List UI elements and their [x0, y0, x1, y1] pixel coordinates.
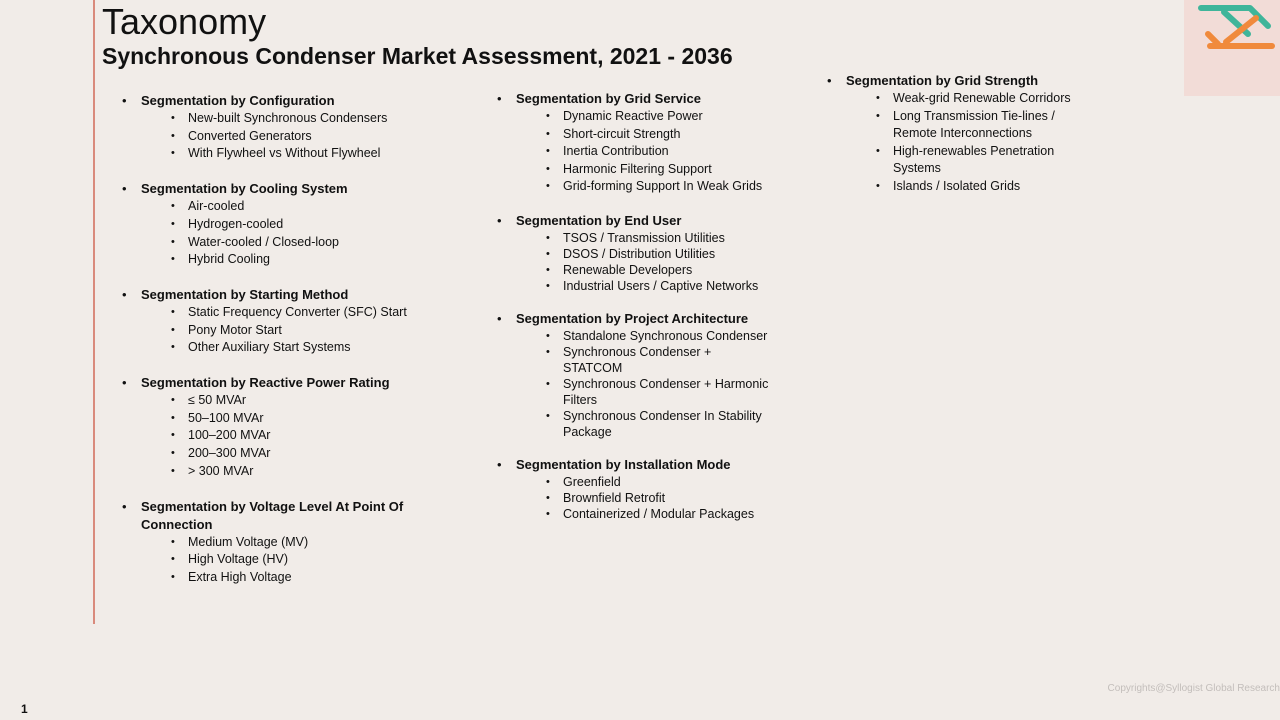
segment-item: • Static Frequency Converter (SFC) Start [188, 304, 462, 322]
segment-item: • Air-cooled [188, 198, 462, 216]
accent-divider-line [93, 0, 95, 624]
segment-title: • Segmentation by Configuration [122, 92, 462, 110]
segment-cooling-system [122, 180, 462, 269]
segment-item: • 200–300 MVAr [188, 445, 462, 463]
segment-item: • Synchronous Condenser In Stability Package [563, 408, 788, 440]
segment-installation-mode [497, 456, 797, 522]
segment-item: • Brownfield Retrofit [563, 490, 797, 506]
taxonomy-column-1 [122, 92, 462, 604]
segment-items [497, 474, 797, 522]
segment-item: • Converted Generators [188, 128, 462, 146]
segment-title: • Segmentation by End User [497, 212, 797, 230]
segment-reactive-power-rating [122, 374, 462, 481]
segment-item: • Industrial Users / Captive Networks [563, 278, 797, 294]
segment-item: • 50–100 MVAr [188, 410, 462, 428]
segment-item: • Harmonic Filtering Support [563, 161, 797, 179]
segment-title: • Segmentation by Grid Service [497, 90, 797, 108]
segment-item: • Long Transmission Tie-lines / Remote Interconnections [893, 108, 1078, 143]
syllogist-logo-icon [1198, 4, 1278, 52]
segment-end-user [497, 212, 797, 294]
segment-item: • Synchronous Condenser + STATCOM [563, 344, 733, 376]
segment-item: • TSOS / Transmission Utilities [563, 230, 797, 246]
segment-item: • DSOS / Distribution Utilities [563, 246, 797, 262]
segment-item: • Extra High Voltage [188, 569, 462, 587]
segment-item: • ≤ 50 MVAr [188, 392, 462, 410]
segment-grid-strength [827, 72, 1097, 196]
segment-items [497, 230, 797, 294]
taxonomy-column-2 [497, 90, 797, 538]
segment-grid-service [497, 90, 797, 196]
segment-item: • Containerized / Modular Packages [563, 506, 797, 522]
segment-title: • Segmentation by Installation Mode [497, 456, 797, 474]
page-number: 1 [21, 702, 28, 716]
segment-item: • Synchronous Condenser + Harmonic Filters [563, 376, 788, 408]
segment-item: • High Voltage (HV) [188, 551, 462, 569]
segment-item: • Short-circuit Strength [563, 126, 797, 144]
segment-item: • Greenfield [563, 474, 797, 490]
segment-items [122, 534, 462, 587]
logo [1184, 0, 1280, 96]
segment-items [122, 304, 462, 357]
segment-configuration [122, 92, 462, 163]
segment-items [497, 108, 797, 196]
segment-title: • Segmentation by Cooling System [122, 180, 462, 198]
segment-title: • Segmentation by Reactive Power Rating [122, 374, 462, 392]
segment-item: • New-built Synchronous Condensers [188, 110, 462, 128]
segment-item: • With Flywheel vs Without Flywheel [188, 145, 462, 163]
segment-item: • Standalone Synchronous Condenser [563, 328, 803, 344]
segment-item: • > 300 MVAr [188, 463, 462, 481]
copyright-notice: Copyrights@Syllogist Global Research [1107, 683, 1280, 694]
segment-item: • Inertia Contribution [563, 143, 797, 161]
segment-item: • 100–200 MVAr [188, 427, 462, 445]
segment-item: • Dynamic Reactive Power [563, 108, 797, 126]
segment-item: • Grid-forming Support In Weak Grids [563, 178, 797, 196]
segment-voltage-level [122, 498, 462, 587]
segment-item: • Pony Motor Start [188, 322, 462, 340]
segment-item: • Islands / Isolated Grids [893, 178, 1093, 196]
segment-item: • Water-cooled / Closed-loop [188, 234, 462, 252]
segment-items [827, 90, 1097, 196]
segment-item: • High-renewables Penetration Systems [893, 143, 1078, 178]
segment-item: • Other Auxiliary Start Systems [188, 339, 462, 357]
segment-title: • Segmentation by Grid Strength [827, 72, 1097, 90]
segment-items [122, 392, 462, 481]
segment-item: • Renewable Developers [563, 262, 797, 278]
taxonomy-column-3 [827, 72, 1097, 196]
segment-title: • Segmentation by Voltage Level At Point Of Connection [122, 498, 441, 534]
segment-item: • Medium Voltage (MV) [188, 534, 462, 552]
segment-item: • Weak-grid Renewable Corridors [893, 90, 1093, 108]
page-title: Taxonomy [102, 1, 267, 42]
segment-project-architecture [497, 310, 797, 440]
segment-starting-method [122, 286, 462, 357]
page-subtitle: Synchronous Condenser Market Assessment, 2021 - 2036 [102, 43, 733, 69]
segment-title: • Segmentation by Starting Method [122, 286, 462, 304]
segment-item: • Hybrid Cooling [188, 251, 462, 269]
segment-title: • Segmentation by Project Architecture [497, 310, 797, 328]
segment-items [497, 328, 769, 440]
segment-items [122, 110, 462, 163]
segment-item: • Hydrogen-cooled [188, 216, 462, 234]
segment-items [122, 198, 462, 269]
